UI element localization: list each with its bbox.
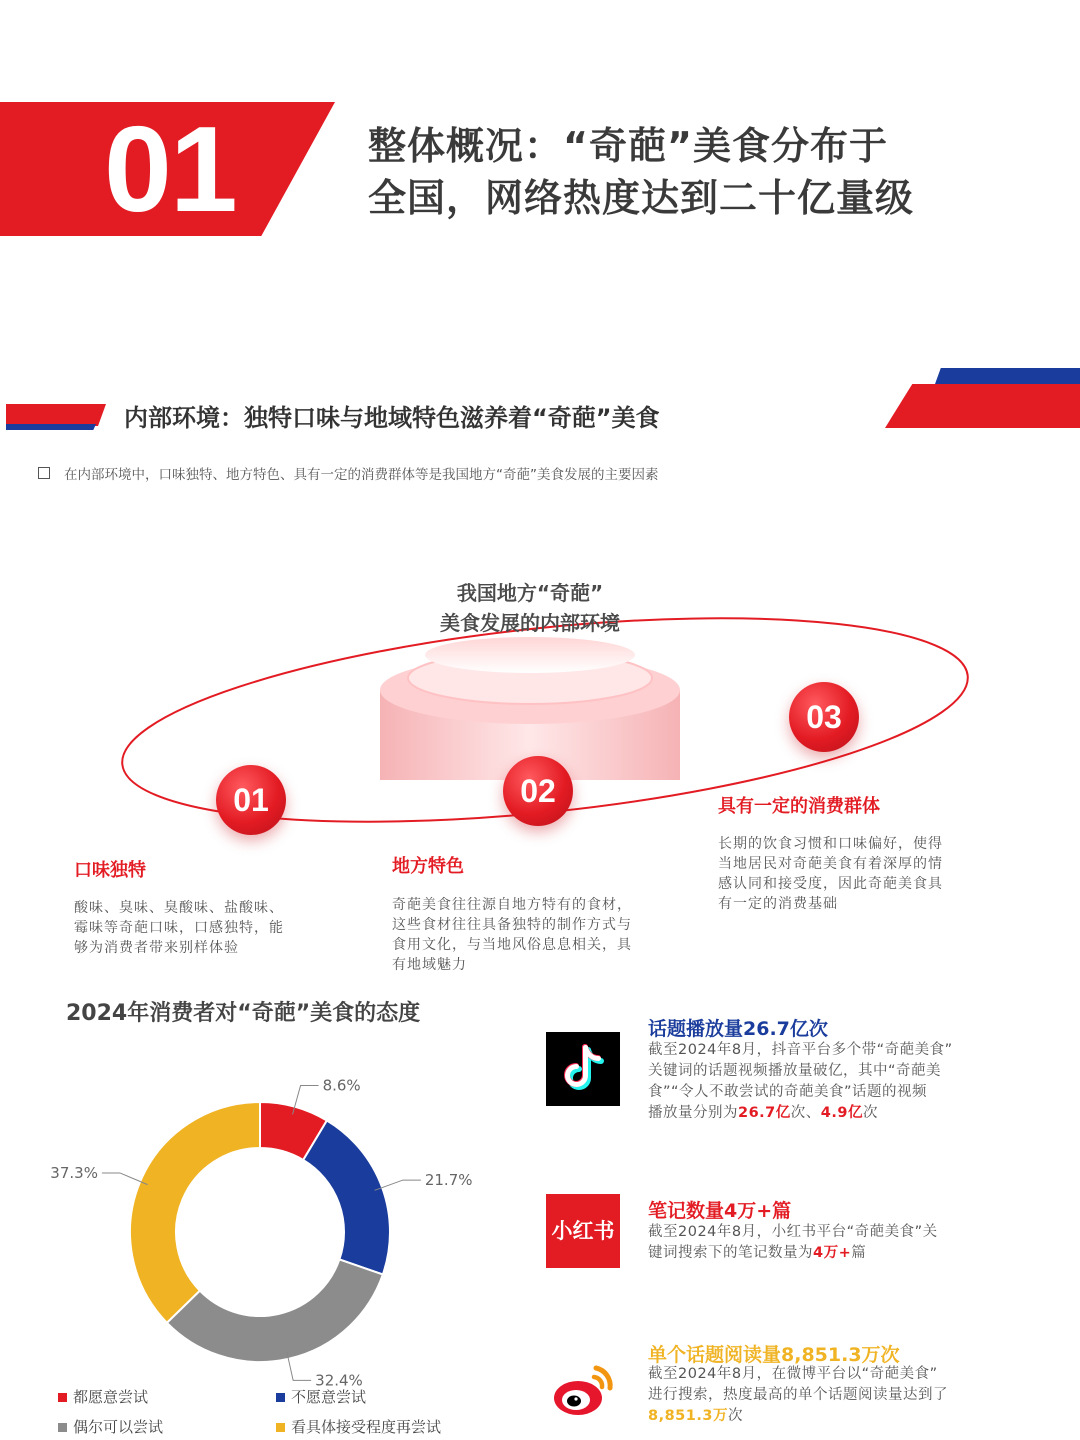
factor-desc-line: 有一定的消费基础 [718,896,838,912]
donut-data-label: 8.6% [322,1076,361,1095]
tiktok-stat-title-text: 话题播放量26.7亿次 [648,1018,828,1040]
factor-title-1: 口味独特 [74,860,146,881]
legend-item-1 [58,1386,148,1407]
stat-text: 关键词的话题视频播放量破亿，其中“奇葩美 [648,1063,942,1079]
legend-label: 看具体接受程度再尝试 [291,1418,442,1436]
legend-label: 偶尔可以尝试 [73,1418,164,1436]
factor-number-3: 03 [789,682,859,752]
factor-title-3: 具有一定的消费群体 [718,796,880,817]
subheader-bar-red [6,404,106,426]
factor-desc-line: 酸味、臭味、臭酸味、盐酸味、 [74,900,284,916]
xiaohongshu-stat-desc [648,1222,1018,1264]
donut-chart [50,1040,473,1390]
legend-label: 都愿意尝试 [73,1388,149,1406]
factor-desc-2 [392,895,692,975]
stat-highlight: 8,851.3万 [648,1408,728,1424]
donut-data-label: 32.4% [315,1371,363,1390]
corner-stripe-red [885,384,1080,428]
stat-desc-line [648,1061,1018,1082]
stat-desc-line [648,1243,1018,1264]
tiktok-stat-title [648,1014,828,1041]
legend-label: 不愿意尝试 [291,1388,367,1406]
legend-swatch [276,1393,285,1402]
square-bullet-icon [38,467,50,479]
donut-slice [303,1121,390,1275]
factor-desc-line: 有地域魅力 [392,957,467,973]
legend-item-2 [276,1386,366,1407]
subsection-title: 内部环境：独特口味与地域特色滋养着“奇葩”美食 [124,404,660,432]
donut-slice [130,1102,260,1323]
stat-desc-line [648,1040,1018,1061]
factor-desc-3 [718,834,1018,914]
factor-title-2: 地方特色 [392,856,464,877]
weibo-stat-desc [648,1364,1018,1427]
subheader-bar-blue [6,424,96,430]
factor-number-1: 01 [216,765,286,835]
weibo-icon [546,1352,620,1426]
stat-text: 篇 [851,1245,867,1261]
chart-title: 2024年消费者对“奇葩”美食的态度 [66,1001,421,1026]
factor-desc-line: 这些食材往往具备独特的制作方式与 [392,917,632,933]
factor-desc-line: 食用文化，与当地风俗息息相关，具 [392,937,632,953]
factor-desc-line: 长期的饮食习惯和口味偏好，使得 [718,836,943,852]
legend-item-3 [58,1416,163,1437]
donut-data-label: 21.7% [424,1171,473,1190]
weibo-stat-title-text: 单个话题阅读量8,851.3万次 [648,1344,900,1366]
legend-swatch [58,1423,67,1432]
section-number: 01 [104,101,236,237]
section-title-line1: 整体概况：“奇葩”美食分布于 [368,124,888,168]
factor-desc-line: 感认同和接受度，因此奇葩美食具 [718,876,943,892]
stat-text: 进行搜索，热度最高的单个话题阅读量达到了 [648,1387,948,1403]
subsection-note: 在内部环境中，口味独特、地方特色、具有一定的消费群体等是我国地方“奇葩”美食发展的主要因素 [64,467,659,483]
stat-text: 键词搜索下的笔记数量为 [648,1245,813,1261]
stat-desc-line [648,1103,1018,1124]
stat-desc-line [648,1082,1018,1103]
stat-text: 截至2024年8月，在微博平台以“奇葩美食” [648,1366,938,1382]
legend-swatch [58,1393,67,1402]
xiaohongshu-icon: 小红书 [546,1194,620,1268]
stat-text: 次、 [790,1105,821,1121]
diagram-center-line2: 美食发展的内部环境 [440,611,620,635]
tiktok-icon [546,1032,620,1106]
stat-text: 食”“令人不敢尝试的奇葩美食”话题的视频 [648,1084,928,1100]
factor-desc-line: 当地居民对奇葩美食有着深厚的情 [718,856,943,872]
stat-text: 次 [862,1105,878,1121]
stat-desc-line [648,1406,1018,1427]
stat-highlight: 26.7亿 [738,1105,791,1121]
xiaohongshu-stat-title [648,1196,791,1223]
stat-highlight: 4万+ [813,1245,852,1261]
stat-text: 截至2024年8月，抖音平台多个带“奇葩美食” [648,1042,953,1058]
xiaohongshu-stat-title-text: 笔记数量4万+篇 [648,1200,792,1222]
donut-slice [167,1259,383,1362]
stat-text: 次 [727,1408,743,1424]
factor-desc-1 [74,898,364,958]
stat-desc-line [648,1222,1018,1243]
section-title-line2: 全国，网络热度达到二十亿量级 [368,176,915,220]
tiktok-stat-desc [648,1040,1018,1124]
factor-desc-line: 奇葩美食往往源自地方特有的食材， [392,897,632,913]
weibo-stat-title [648,1340,900,1367]
stat-text: 截至2024年8月，小红书平台“奇葩美食”关 [648,1224,938,1240]
legend-item-4 [276,1416,441,1437]
corner-stripe-blue [935,368,1080,384]
stat-highlight: 4.9亿 [820,1105,863,1121]
stat-desc-line [648,1364,1018,1385]
factor-desc-line: 够为消费者带来别样体验 [74,940,239,956]
legend-swatch [276,1423,285,1432]
factor-number-2: 02 [503,756,573,826]
stat-text: 播放量分别为 [648,1105,738,1121]
donut-data-label: 37.3% [50,1163,98,1182]
factor-desc-line: 霉味等奇葩口味，口感独特，能 [74,920,284,936]
pedestal-glow [425,637,635,673]
diagram-center-line1: 我国地方“奇葩” [456,581,604,605]
stat-desc-line [648,1385,1018,1406]
diagram-center-title [380,578,680,638]
section-title [368,120,1058,224]
